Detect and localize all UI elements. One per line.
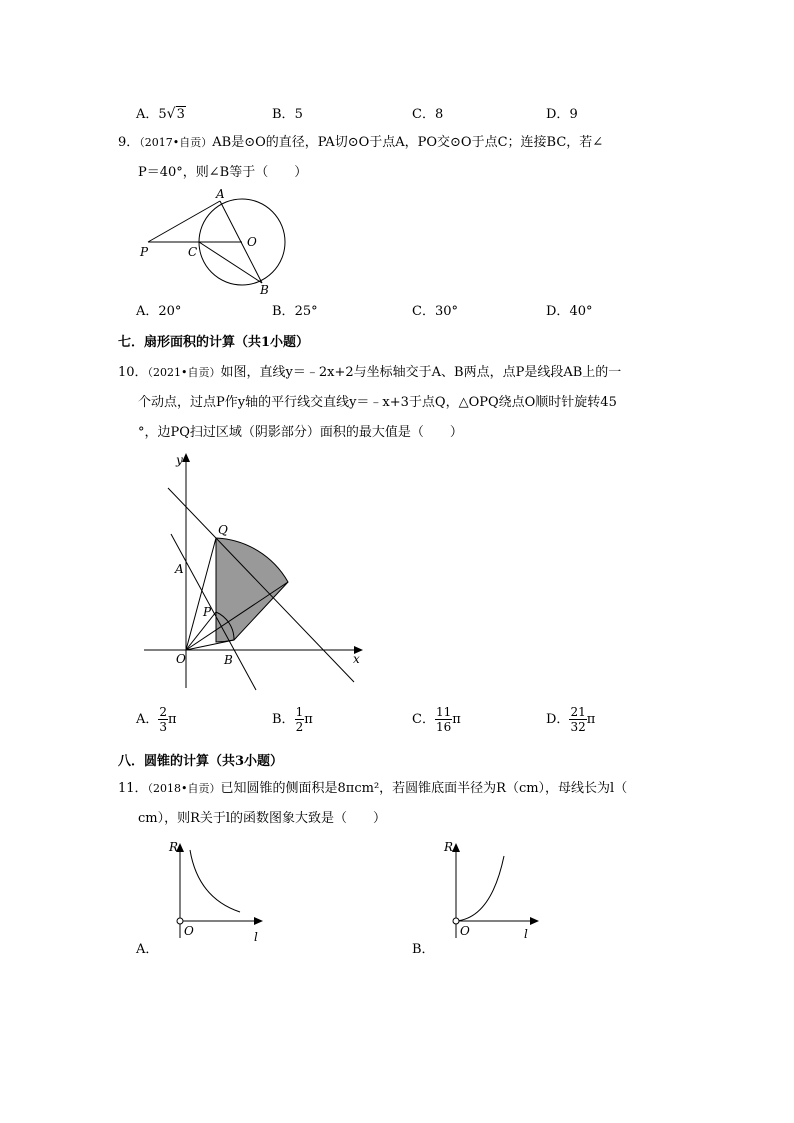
q8-option-d: D．9 (546, 107, 578, 122)
label-r: R (444, 840, 454, 854)
label-a: A (216, 187, 225, 201)
hyperbola-curve (190, 850, 240, 912)
q9-stem: 9．（2017•自贡）AB是⊙O的直径，PA切⊙O于点A，PO交⊙O于点C；连接BC，若∠ P＝40°，则∠B等于（ ） (118, 135, 604, 180)
label-p: P (203, 605, 212, 619)
label-o: O (247, 235, 257, 249)
label-b: B (260, 283, 269, 297)
label-l: l (524, 927, 528, 941)
label-o: O (184, 924, 194, 938)
q8-option-b: B．5 (272, 107, 303, 122)
label-b: B (224, 653, 233, 667)
q10-stem: 10．（2021•自贡）如图，直线y＝﹣2x+2与坐标轴交于A、B两点，点P是线段AB上的一 个动点，过点P作y轴的平行线交直线y＝﹣x+3于点Q，△OPQ绕点O顺时针旋转45 °，边PQ扫过区域（阴影部分）面积的最大值是（ ） (118, 365, 622, 440)
y-arrow (182, 453, 190, 462)
label-l: l (254, 930, 258, 944)
section-8-title: 八．圆锥的计算（共3小题） (118, 754, 284, 769)
q8-option-c: C．8 (412, 107, 444, 122)
q11-stem: 11．（2018•自贡）已知圆锥的侧面积是8πcm²，若圆锥底面半径为R（cm），母线长为l（ cm），则R关于l的函数图象大致是（ ） (118, 781, 628, 826)
label-o: O (176, 652, 186, 666)
label-r: R (169, 840, 179, 854)
line-q (168, 488, 354, 682)
q9-option-c: C．30° (412, 304, 458, 319)
shaded-region (216, 538, 288, 642)
q10-option-b: B． $\frac{1}{2}$ π (272, 705, 313, 734)
origin-point (177, 918, 183, 924)
origin-point (453, 918, 459, 924)
label-y: y (176, 453, 183, 467)
q10-option-d: D． $\frac{21}{32}$ π (546, 705, 596, 734)
parabola-curve (456, 856, 504, 921)
label-o: O (460, 924, 470, 938)
section-7-title: 七．扇形面积的计算（共1小题） (118, 335, 310, 350)
q9-option-a: A．20° (136, 304, 182, 319)
label-a: A (175, 562, 184, 576)
q10-option-a: A． $\frac{2}{3}$ π (136, 705, 177, 734)
label-x: x (353, 652, 360, 666)
q10-figure (138, 450, 378, 700)
tangent-pa (148, 201, 220, 242)
q8-option-a: A．5√3 (136, 106, 185, 122)
q11-graph-a (160, 838, 270, 948)
q11-option-b-label: B． (412, 942, 435, 957)
q9-figure (138, 188, 298, 298)
q11-graph-b (436, 838, 546, 948)
q9-option-d: D．40° (546, 304, 593, 319)
label-q: Q (218, 523, 228, 537)
label-c: C (188, 245, 198, 259)
q10-option-c: C． $\frac{11}{16}$ π (412, 705, 461, 734)
label-p: P (140, 245, 149, 259)
q11-option-a-label: A． (136, 942, 159, 957)
q9-option-b: B．25° (272, 304, 318, 319)
